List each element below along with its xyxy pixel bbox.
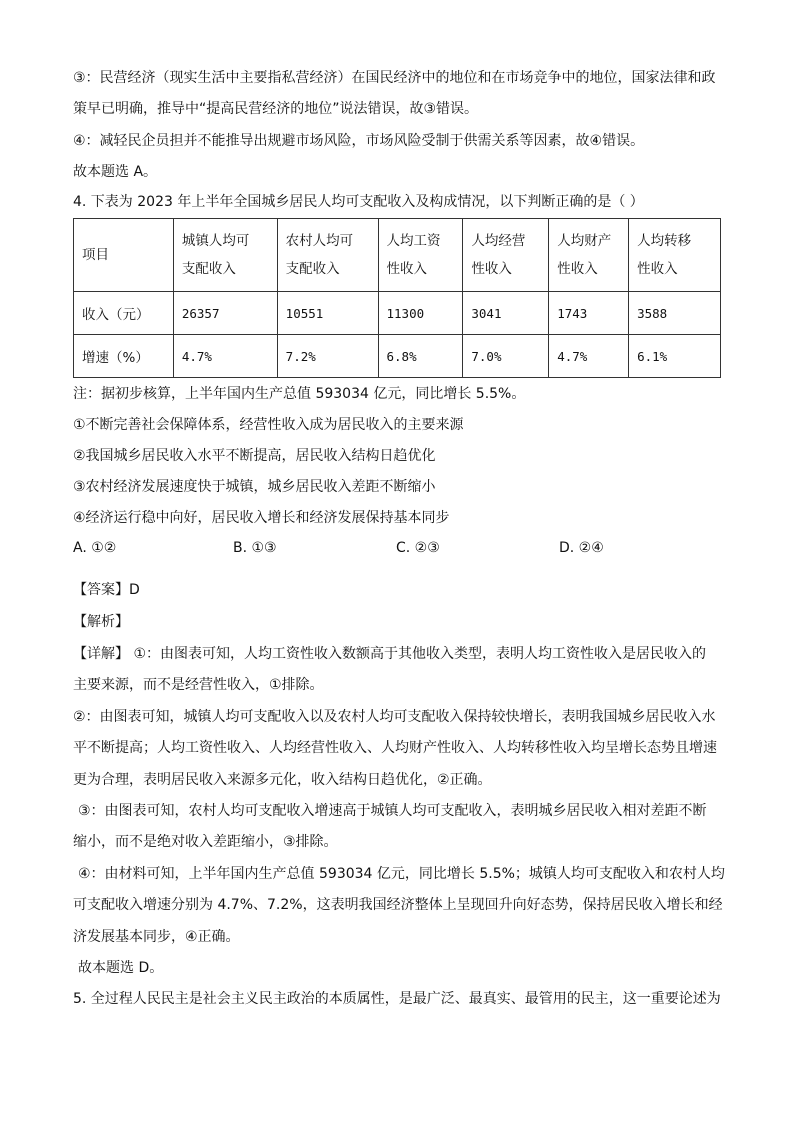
detail-1-line2: 主要来源，而不是经营性收入，①排除。 (73, 677, 324, 693)
table-cell: 26357 (173, 292, 277, 335)
table-row-growth (74, 335, 721, 378)
detail-4-line2: 可支配收入增速分别为 4.7%、7.2%，这表明我国经济整体上呈现回升向好态势，保持居民收入增长和经 (73, 897, 723, 913)
prev-answer: 故本题选 A。 (73, 164, 158, 180)
detail-2-line3: 更为合理，表明居民收入来源多元化，收入结构日趋优化，②正确。 (73, 772, 492, 788)
detail-3-line2: 缩小，而不是绝对收入差距缩小，③排除。 (73, 834, 338, 850)
prev-analysis-4: ④：减轻民企员担并不能推导出规避市场风险，市场风险受制于供需关系等因素，故④错误。 (73, 133, 645, 149)
table-cell: 4.7% (549, 335, 629, 378)
statement-2: ②我国城乡居民收入水平不断提高，居民收入结构日趋优化 (73, 448, 436, 464)
prev-analysis-3-line1: ③：民营经济（现实生活中主要指私营经济）在国民经济中的地位和在市场竞争中的地位，国家法律和政 (73, 70, 716, 86)
table-row-label: 增速（%） (74, 335, 174, 378)
table-cell: 6.1% (629, 335, 721, 378)
question-4-stem: 4. 下表为 2023 年上半年全国城乡居民人均可支配收入及构成情况，以下判断正确的是（ ） (73, 194, 644, 210)
option-b: B. ①③ (233, 540, 277, 556)
table-cell: 6.8% (378, 335, 463, 378)
table-note: 注：据初步核算，上半年国内生产总值 593034 亿元，同比增长 5.5%。 (73, 386, 526, 402)
table-cell: 3588 (629, 292, 721, 335)
table-header-cell: 人均财产 性收入 (549, 219, 629, 292)
table-header-cell: 人均转移 性收入 (629, 219, 721, 292)
income-table (73, 218, 721, 378)
analysis-label: 【解析】 (73, 614, 129, 630)
table-row-label: 收入（元） (74, 292, 174, 335)
table-cell: 7.2% (277, 335, 378, 378)
table-cell: 4.7% (173, 335, 277, 378)
detail-conclusion: 故本题选 D。 (78, 960, 164, 976)
table-cell: 11300 (378, 292, 463, 335)
question-5-stem: 5. 全过程人民民主是社会主义民主政治的本质属性，是最广泛、最真实、最管用的民主，这一重要论述为 (73, 991, 721, 1007)
answer-options (73, 540, 723, 560)
option-d: D. ②④ (559, 540, 604, 556)
table-cell: 10551 (277, 292, 378, 335)
statement-4: ④经济运行稳中向好，居民收入增长和经济发展保持基本同步 (73, 510, 450, 526)
detail-2-line1: ②：由图表可知，城镇人均可支配收入以及农村人均可支配收入保持较快增长，表明我国城乡居民收入水 (73, 709, 716, 725)
prev-analysis-3-line2: 策早已明确，推导中“提高民营经济的地位”说法错误，故③错误。 (73, 101, 479, 117)
table-cell: 1743 (549, 292, 629, 335)
table-row-income (74, 292, 721, 335)
table-header-row (74, 219, 721, 292)
detail-4-line1: ④：由材料可知，上半年国内生产总值 593034 亿元，同比增长 5.5%；城镇人均可支配收入和农村人均 (78, 866, 725, 882)
table-header-cell: 人均工资 性收入 (378, 219, 463, 292)
statement-1: ①不断完善社会保障体系，经营性收入成为居民收入的主要来源 (73, 417, 464, 433)
table-header-cell: 农村人均可 支配收入 (277, 219, 378, 292)
option-c: C. ②③ (396, 540, 440, 556)
detail-3-line1: ③：由图表可知，农村人均可支配收入增速高于城镇人均可支配收入，表明城乡居民收入相对差距不断 (78, 803, 707, 819)
table-header-cell: 人均经营 性收入 (463, 219, 549, 292)
detail-4-line3: 济发展基本同步，④正确。 (73, 929, 240, 945)
detail-1-line1: 【详解】 ①：由图表可知，人均工资性收入数额高于其他收入类型，表明人均工资性收入是居民收入的 (73, 646, 706, 662)
detail-2-line2: 平不断提高；人均工资性收入、人均经营性收入、人均财产性收入、人均转移性收入均呈增长态势且增速 (73, 740, 717, 756)
table-header-cell: 城镇人均可 支配收入 (173, 219, 277, 292)
statement-3: ③农村经济发展速度快于城镇，城乡居民收入差距不断缩小 (73, 479, 436, 495)
table-header-cell: 项目 (74, 219, 174, 292)
table-cell: 3041 (463, 292, 549, 335)
table-cell: 7.0% (463, 335, 549, 378)
answer-label: 【答案】D (73, 582, 140, 598)
option-a: A. ①② (73, 540, 117, 556)
